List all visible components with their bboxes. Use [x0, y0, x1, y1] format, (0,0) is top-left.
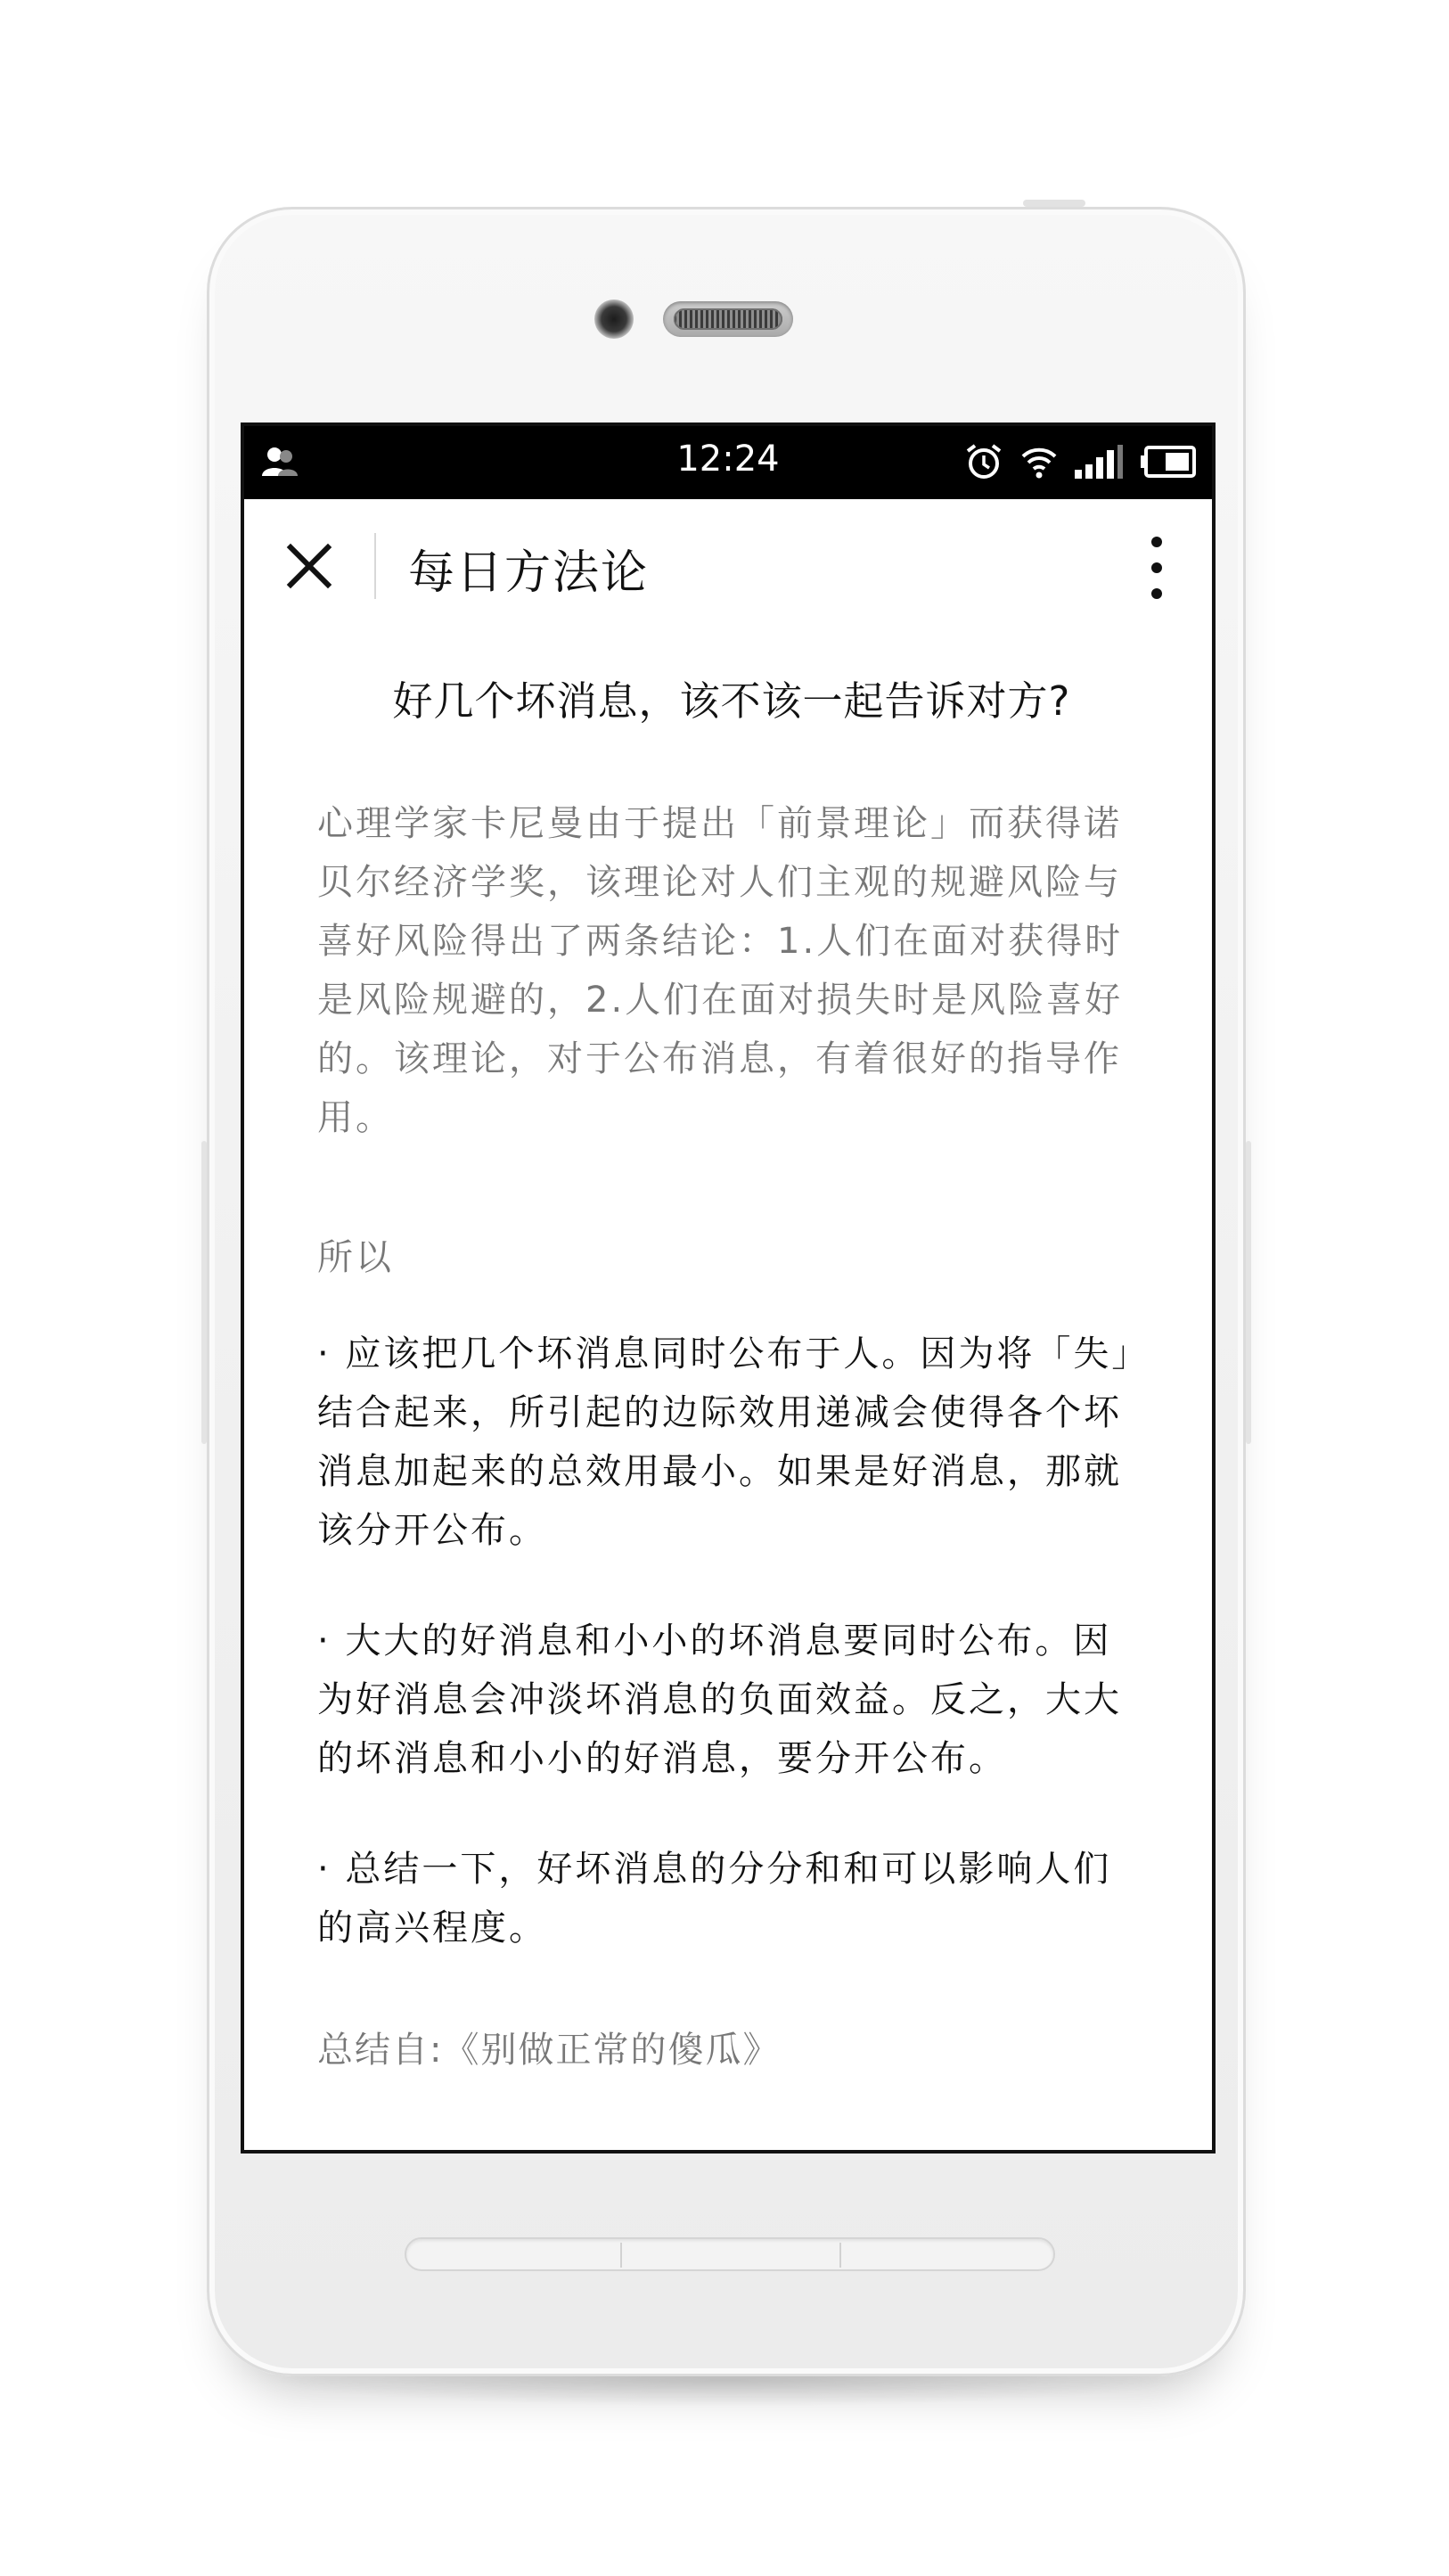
- status-time: 12:24: [676, 439, 780, 480]
- front-camera: [594, 299, 634, 339]
- signal-icon: [1075, 445, 1125, 482]
- point-item: · 应该把几个坏消息同时公布于人。因为将「失」结合起来，所引起的边际效用递减会使得各个坏消息加起来的总效用最小。如果是好消息，那就该分开公布。: [317, 1333, 1133, 1551]
- article-intro: 心理学家卡尼曼由于提出「前景理论」而获得诺贝尔经济学奖，该理论对人们主观的规避风险与喜好风险得出了两条结论：1.人们在面对获得时是风险规避的，2.人们在面对损失时是风险喜好的。该理论，对于公布消息，有着很好的指导作用。: [317, 803, 1124, 1138]
- side-button-right: [1246, 1141, 1251, 1444]
- close-button[interactable]: [278, 535, 340, 597]
- alarm-icon: [964, 442, 1003, 485]
- article-content: [317, 633, 1146, 2072]
- title-divider: [374, 533, 376, 599]
- article-title: 好几个坏消息，该不该一起告诉对方?: [392, 677, 1071, 725]
- so-label: 所以: [317, 1237, 394, 1278]
- earpiece-speaker: [663, 301, 793, 337]
- close-icon: [278, 535, 340, 597]
- title-bar: [244, 499, 1212, 633]
- power-button: [1023, 200, 1085, 207]
- home-button-bar[interactable]: [405, 2237, 1055, 2271]
- side-button-left: [201, 1141, 207, 1444]
- point-item: · 总结一下，好坏消息的分分和和可以影响人们的高兴程度。: [317, 1849, 1112, 1948]
- status-bar: [244, 426, 1212, 499]
- wifi-icon: [1019, 444, 1059, 483]
- page-title: 每日方法论: [408, 546, 650, 600]
- more-options-button[interactable]: [1148, 537, 1166, 599]
- article-source: 总结自:《别做正常的傻瓜》: [317, 2030, 781, 2071]
- battery-icon: [1141, 446, 1196, 481]
- phone-screen: [241, 422, 1216, 2154]
- point-item: · 大大的好消息和小小的坏消息要同时公布。因为好消息会冲淡坏消息的负面效益。反之，大大的坏消息和小小的好消息，要分开公布。: [317, 1620, 1122, 1779]
